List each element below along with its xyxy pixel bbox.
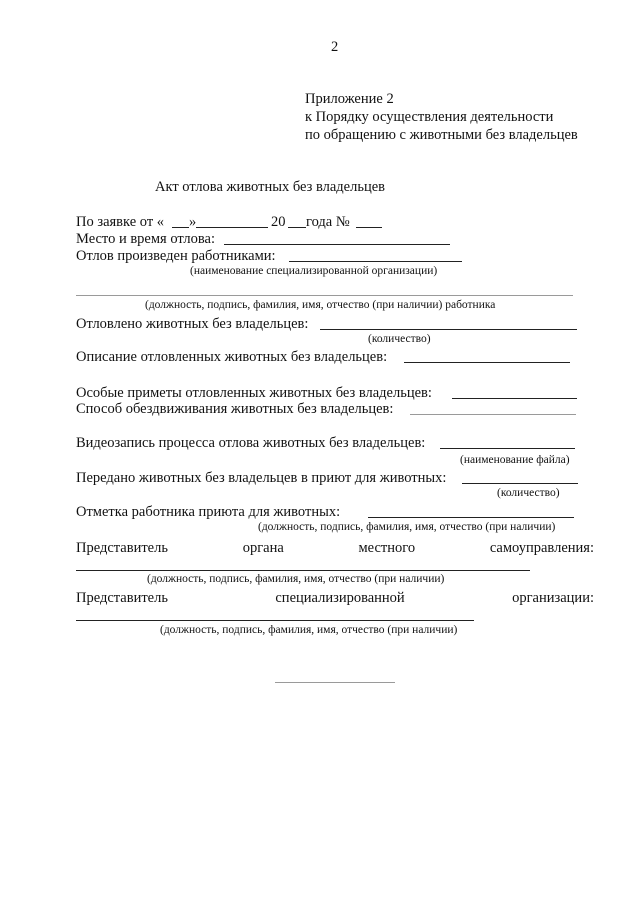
person-hint: (должность, подпись, фамилия, имя, отчество (при наличии) [258,521,556,533]
appendix-line-2: к Порядку осуществления деятельности [305,109,554,125]
place-time-blank [224,244,450,245]
org-rep-line [76,591,594,606]
transferred-blank [462,483,578,484]
appendix-line-3: по обращению с животными без владельцев [305,127,578,143]
caught-label: Отловлено животных без владельцев: [76,316,309,332]
person-hint-3: (должность, подпись, фамилия, имя, отчество (при наличии) [160,624,458,636]
caught-blank [320,329,577,330]
performed-by-blank [289,261,462,262]
shelter-mark-label: Отметка работника приюта для животных: [76,504,341,520]
org-rep-word-1: Представитель [76,590,168,606]
worker-blank [76,295,573,296]
local-rep-word-4: самоуправления: [489,540,594,556]
description-label: Описание отловленных животных без владельцев: [76,349,388,365]
org-rep-word-3: организации: [512,590,594,606]
request-suffix: » [189,214,197,230]
request-month-blank [196,227,268,228]
transferred-label: Передано животных без владельцев в приют для животных: [76,470,447,486]
local-rep-blank [76,570,530,571]
worker-hint: (должность, подпись, фамилия, имя, отчество (при наличии) работника [145,299,496,311]
video-label: Видеозапись процесса отлова животных без владельцев: [76,435,426,451]
immobilization-label: Способ обездвиживания животных без владельцев: [76,401,394,417]
features-blank [452,398,577,399]
shelter-mark-blank [368,517,574,518]
request-number-blank [356,227,382,228]
document-title: Акт отлова животных без владельцев [155,179,386,195]
request-day-blank [172,227,189,228]
request-year-blank [288,227,306,228]
features-label: Особые приметы отловленных животных без владельцев: [76,385,432,401]
request-prefix: По заявке от « [76,214,165,230]
appendix-line-1: Приложение 2 [305,91,394,107]
org-rep-word-2: специализированной [275,590,405,606]
file-name-hint: (наименование файла) [460,454,570,466]
local-rep-word-2: органа [242,540,284,556]
performed-by-label: Отлов произведен работниками: [76,248,276,264]
immobilization-blank [410,414,576,415]
end-separator [275,682,395,683]
local-rep-line [76,541,594,556]
count-hint: (количество) [368,333,431,345]
request-year-suffix: года № [306,214,350,230]
person-hint-2: (должность, подпись, фамилия, имя, отчество (при наличии) [147,573,445,585]
page-number: 2 [331,39,339,55]
request-year-prefix: 20 [271,214,286,230]
description-blank [404,362,570,363]
org-name-hint: (наименование специализированной организации) [190,265,438,277]
local-rep-word-3: местного [358,540,416,556]
place-time-label: Место и время отлова: [76,231,215,247]
video-blank [440,448,575,449]
count-hint-2: (количество) [497,487,560,499]
org-rep-blank [76,620,474,621]
local-rep-word-1: Представитель [76,540,168,556]
